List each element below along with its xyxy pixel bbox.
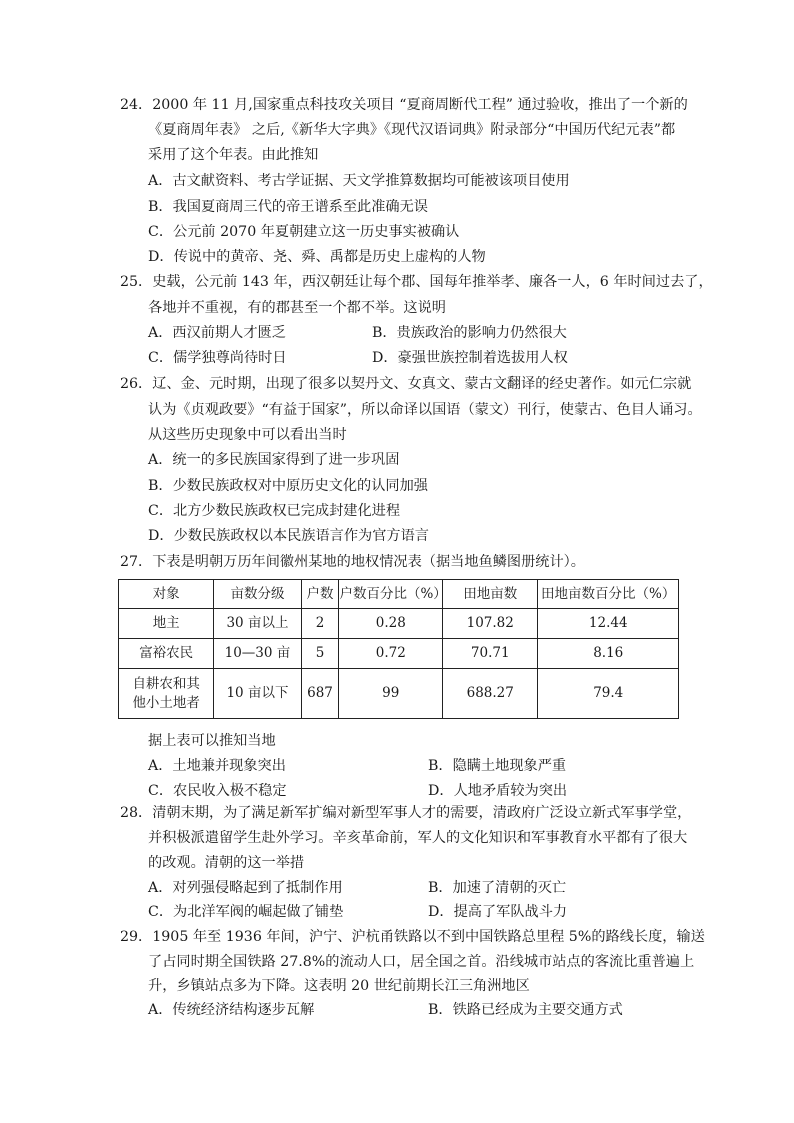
q24-option-d: D．传说中的黄帝、尧、舜、禹都是历史上虚构的人物 bbox=[148, 249, 486, 265]
cell-household-percent: 0.72 bbox=[339, 639, 443, 669]
q28-stem-line3: 的改观。清朝的这一举措 bbox=[148, 855, 305, 871]
q29-stem-line2: 了占同时期全国铁路 27.8%的流动人口，居全国之首。沿线城市站点的客流比重普遍上 bbox=[148, 954, 695, 970]
cell-acreage-grade: 30 亩以上 bbox=[214, 609, 301, 639]
q25-option-a: A．西汉前期人才匮乏 bbox=[148, 325, 286, 341]
q26-option-c: C．北方少数民族政权已完成封建化进程 bbox=[148, 503, 401, 519]
header-acreage-grade: 亩数分级 bbox=[214, 580, 301, 609]
table-row bbox=[119, 639, 679, 669]
table-row bbox=[119, 669, 679, 719]
cell-subject-line2: 他小土地者 bbox=[132, 694, 200, 711]
q27-option-c: C．农民收入极不稳定 bbox=[148, 783, 287, 799]
cell-household-percent: 0.28 bbox=[339, 609, 443, 639]
cell-subject: 地主 bbox=[119, 609, 214, 639]
q26-option-b: B．少数民族政权对中原历史文化的认同加强 bbox=[148, 478, 428, 494]
cell-acreage-grade: 10—30 亩 bbox=[214, 639, 301, 669]
cell-acreage-grade: 10 亩以下 bbox=[214, 669, 301, 719]
table-header-row bbox=[119, 580, 679, 609]
q27-stem-line1: 27．下表是明朝万历年间徽州某地的地权情况表（据当地鱼鳞图册统计）。 bbox=[120, 554, 585, 570]
q24-option-a: A．古文献资料、考古学证据、天文学推算数据均可能被该项目使用 bbox=[148, 173, 570, 189]
cell-households: 687 bbox=[301, 669, 339, 719]
cell-land-percent: 8.16 bbox=[538, 639, 679, 669]
cell-subject bbox=[119, 669, 214, 719]
table-row bbox=[119, 609, 679, 639]
cell-subject: 富裕农民 bbox=[119, 639, 214, 669]
cell-land-acreage: 688.27 bbox=[443, 669, 538, 719]
q28-stem-line1: 28．清朝末期，为了满足新军扩编对新型军事人才的需要，清政府广泛设立新式军事学堂， bbox=[120, 805, 692, 821]
q27-option-d: D．人地矛盾较为突出 bbox=[428, 783, 568, 799]
cell-subject-line1: 自耕农和其 bbox=[132, 675, 200, 692]
cell-households: 2 bbox=[301, 609, 339, 639]
header-subject: 对象 bbox=[119, 580, 214, 609]
q27-after-table: 据上表可以推知当地 bbox=[148, 733, 276, 749]
header-households: 户数 bbox=[301, 580, 339, 609]
q26-option-a: A．统一的多民族国家得到了进一步巩固 bbox=[148, 452, 400, 468]
cell-land-percent: 79.4 bbox=[538, 669, 679, 719]
q24-stem-line3: 采用了这个年表。由此推知 bbox=[148, 147, 319, 163]
q25-stem-line2: 各地并不重视，有的郡甚至一个都不举。这说明 bbox=[148, 300, 446, 316]
header-household-percent: 户数百分比（%） bbox=[339, 580, 443, 609]
cell-land-acreage: 70.71 bbox=[443, 639, 538, 669]
land-rights-table bbox=[118, 579, 679, 719]
q28-option-b: B．加速了清朝的灭亡 bbox=[428, 880, 567, 896]
q26-stem-line2: 认为《贞观政要》“有益于国家”，所以命译以国语（蒙文）刊行，使蒙古、色目人诵习。 bbox=[148, 402, 702, 418]
q24-stem-line2: 《夏商周年表》 之后,《新华大字典》《现代汉语词典》附录部分“中国历代纪元表”都 bbox=[148, 122, 676, 138]
q27-option-a: A．土地兼并现象突出 bbox=[148, 758, 286, 774]
cell-household-percent: 99 bbox=[339, 669, 443, 719]
header-land-acreage: 田地亩数 bbox=[443, 580, 538, 609]
q24-option-b: B．我国夏商周三代的帝王谱系至此准确无误 bbox=[148, 199, 428, 215]
q25-option-b: B．贵族政治的影响力仍然很大 bbox=[372, 325, 567, 341]
q26-stem-line3: 从这些历史现象中可以看出当时 bbox=[148, 427, 347, 443]
q25-option-c: C．儒学独尊尚待时日 bbox=[148, 350, 287, 366]
q28-stem-line2: 并积极派遣留学生赴外学习。辛亥革命前，军人的文化知识和军事教育水平都有了很大 bbox=[148, 830, 688, 846]
cell-households: 5 bbox=[301, 639, 339, 669]
header-land-percent: 田地亩数百分比（%） bbox=[538, 580, 679, 609]
cell-land-acreage: 107.82 bbox=[443, 609, 538, 639]
q28-option-d: D．提高了军队战斗力 bbox=[428, 904, 568, 920]
q29-option-b: B．铁路已经成为主要交通方式 bbox=[428, 1002, 623, 1018]
q29-stem-line1: 29．1905 年至 1936 年间，沪宁、沪杭甬铁路以不到中国铁路总里程 5%的路线长度，输送 bbox=[120, 929, 705, 945]
q26-option-d: D．少数民族政权以本民族语言作为官方语言 bbox=[148, 528, 429, 544]
q25-stem-line1: 25．史载，公元前 143 年，西汉朝廷让每个郡、国每年推举孝、廉各一人，6 年时间过去了， bbox=[120, 274, 713, 290]
q27-option-b: B．隐瞒土地现象严重 bbox=[428, 758, 567, 774]
q28-option-a: A．对列强侵略起到了抵制作用 bbox=[148, 880, 343, 896]
q24-stem-line1: 24．2000 年 11 月,国家重点科技攻关项目 “夏商周断代工程” 通过验收，推出了一个新的 bbox=[120, 97, 688, 113]
q24-option-c: C．公元前 2070 年夏朝建立这一历史事实被确认 bbox=[148, 224, 460, 240]
q29-stem-line3: 升，乡镇站点多为下降。这表明 20 世纪前期长江三角洲地区 bbox=[148, 978, 530, 994]
cell-land-percent: 12.44 bbox=[538, 609, 679, 639]
q29-option-a: A．传统经济结构逐步瓦解 bbox=[148, 1002, 315, 1018]
q25-option-d: D．豪强世族控制着选拔用人权 bbox=[372, 350, 568, 366]
q28-option-c: C．为北洋军阀的崛起做了铺垫 bbox=[148, 904, 344, 920]
q26-stem-line1: 26．辽、金、元时期，出现了很多以契丹文、女真文、蒙古文翻译的经史著作。如元仁宗就 bbox=[120, 376, 692, 392]
